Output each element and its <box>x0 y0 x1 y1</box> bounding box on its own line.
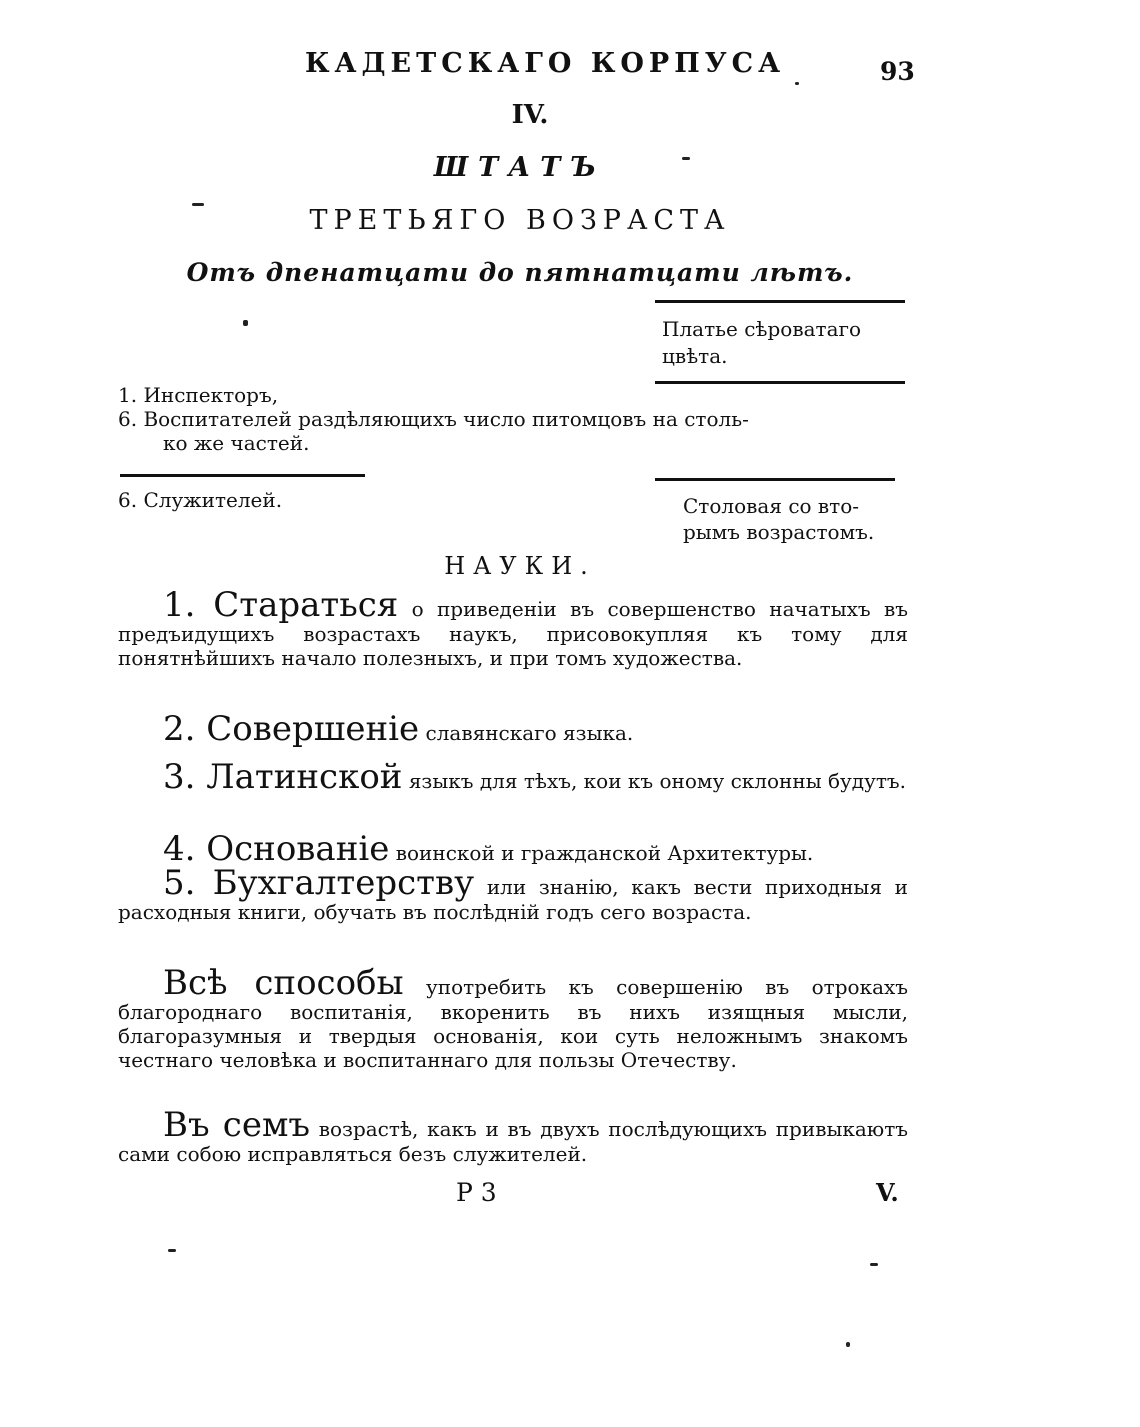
signature-mark: Р 3 <box>456 1178 497 1207</box>
uniform-note <box>662 316 912 370</box>
science-item-3 <box>118 757 908 797</box>
age-range: Отъ дпенатцати до пятнатцати лѣтъ. <box>186 258 854 287</box>
paragraph-means-lead: Всѣ способы <box>163 963 404 1003</box>
staff-item-inspector: 1. Инспекторъ, <box>118 383 279 407</box>
scan-speck <box>870 1263 878 1266</box>
science-item-4-lead: 4. Основанiе <box>163 829 390 869</box>
science-item-1-text: о приведенiи въ совершенство начатыхъ въ предъидущихъ возрастахъ наукъ, присовокупляя къ тому для понятнѣйшихъ начало полезныхъ, и при томъ художества. <box>118 597 909 670</box>
paragraph-age-text: возрастѣ, какъ и въ двухъ послѣдующихъ привыкаютъ сами собою исправляться безъ служителей. <box>118 1117 908 1166</box>
uniform-line-2: цвѣта. <box>662 344 728 368</box>
paragraph-means-text: употребить къ совершенiю въ отрокахъ благороднаго воспитанiя, вкоренить въ нихъ изящныя мысли, благоразумныя и твердыя основанiя, кои суть неложнымъ знакомъ честнаго человѣка и воспитаннаго для пользы Отечеству. <box>118 975 908 1072</box>
science-item-1 <box>118 585 909 670</box>
dining-line-1: Столовая со вто- <box>683 494 860 518</box>
science-item-3-text: языкъ для тѣхъ, кои къ оному склонны будутъ. <box>408 769 906 793</box>
staff-item-tutors-cont: ко же частей. <box>163 431 310 455</box>
section-title: ШТАТЪ <box>433 152 607 183</box>
dining-note <box>683 493 913 545</box>
science-item-5 <box>118 863 908 924</box>
rule-right <box>655 478 895 481</box>
paragraph-age <box>118 1105 908 1166</box>
science-item-5-lead: 5. Бухгалтерству <box>163 863 475 903</box>
science-item-4-text: воинской и гражданской Архитектуры. <box>395 841 814 865</box>
section-subtitle: ТРЕТЬЯГО ВОЗРАСТА <box>309 205 731 236</box>
page-number: 93 <box>880 57 915 86</box>
staff-item-tutors: 6. Воспитателей раздѣляющихъ число питомцовъ на столь- <box>118 407 749 431</box>
paragraph-means <box>118 963 908 1072</box>
scan-speck <box>192 203 204 206</box>
science-item-2 <box>118 709 908 749</box>
scan-speck <box>682 157 690 160</box>
scan-speck <box>168 1249 176 1252</box>
scan-speck <box>795 82 799 85</box>
scan-speck <box>243 320 248 326</box>
science-item-5-text: или знанiю, какъ вести приходныя и расходныя книги, обучать въ послѣднiй годъ сего возраста. <box>118 875 908 924</box>
science-item-1-lead: 1. Стараться <box>163 585 399 625</box>
section-number: IV. <box>511 100 549 130</box>
uniform-line-1: Платье сѣроватаго <box>662 317 862 341</box>
science-item-4 <box>118 829 908 869</box>
rule-left <box>120 474 365 477</box>
science-item-2-text: славянскаго языка. <box>425 721 634 745</box>
running-head: КАДЕТСКАГО КОРПУСА <box>305 48 786 79</box>
sciences-heading: НАУКИ. <box>444 552 596 580</box>
rule-top-right <box>655 300 905 303</box>
dining-line-2: рымъ возрастомъ. <box>683 520 875 544</box>
paragraph-age-lead: Въ семъ <box>163 1105 311 1145</box>
staff-list <box>118 383 918 455</box>
scan-speck <box>846 1342 850 1347</box>
science-item-3-lead: 3. Латинской <box>163 757 403 797</box>
science-item-2-lead: 2. Совершенiе <box>163 709 420 749</box>
servants-count: 6. Служителей. <box>118 488 283 512</box>
catchword: V. <box>876 1178 899 1207</box>
